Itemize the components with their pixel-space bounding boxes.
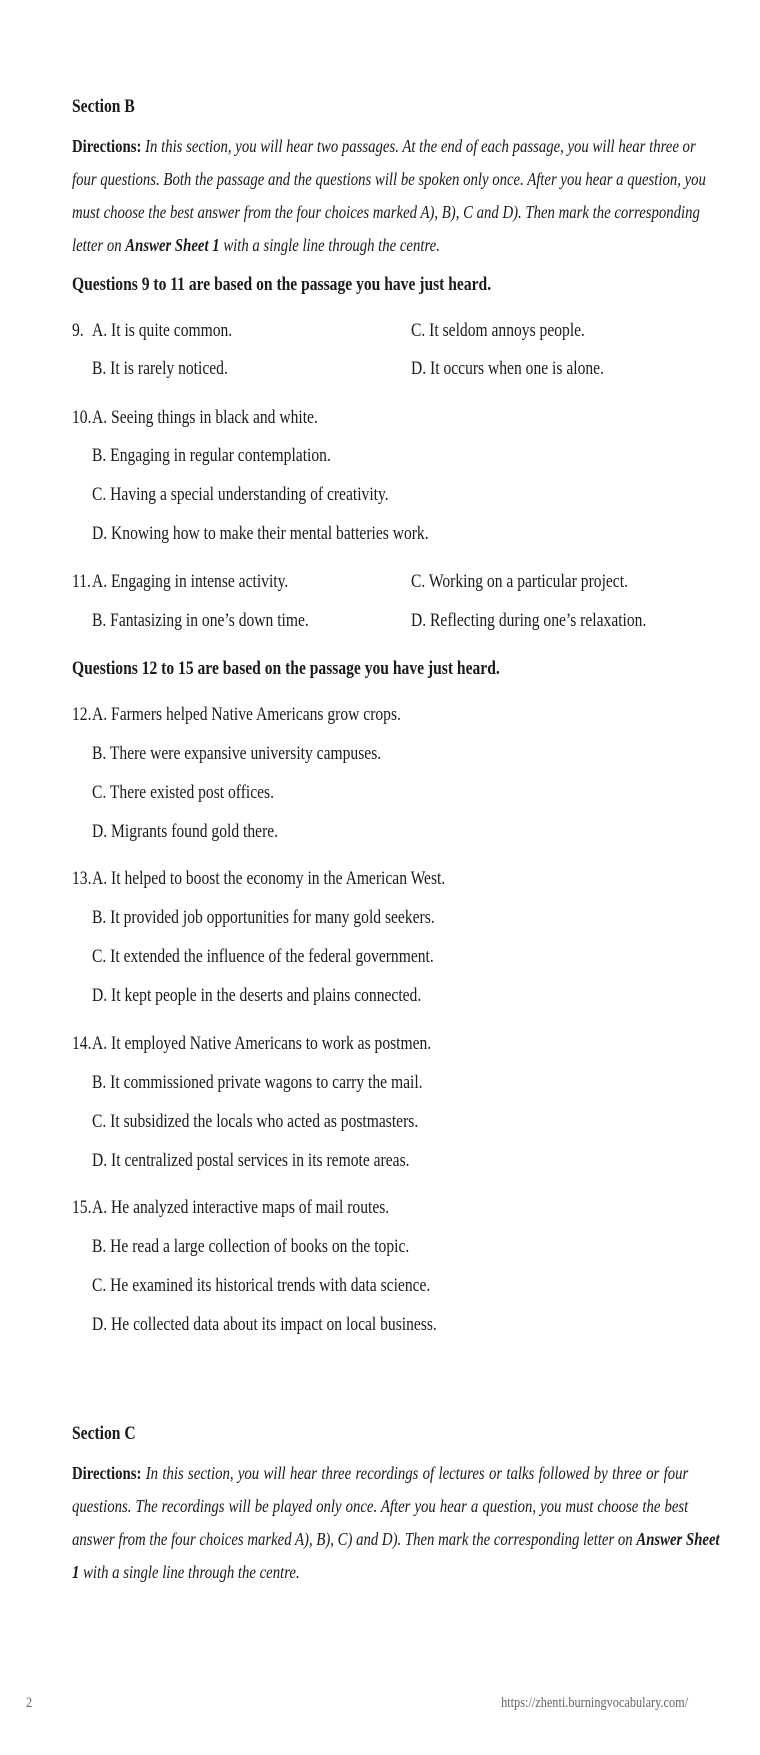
option-d: D. Knowing how to make their mental batteries work.	[92, 523, 429, 544]
question-number: 9.	[72, 320, 84, 341]
answer-sheet-reference: Answer Sheet	[636, 1529, 720, 1549]
question-number: 15.	[72, 1197, 92, 1218]
option-d: D. It kept people in the deserts and plains connected.	[92, 985, 422, 1006]
option-c: C. It subsidized the locals who acted as postmasters.	[92, 1111, 419, 1132]
option-c: C. Working on a particular project.	[411, 571, 628, 592]
option-b: B. He read a large collection of books on the topic.	[92, 1236, 410, 1257]
option-a: A. Engaging in intense activity.	[92, 571, 289, 592]
question-number: 10.	[72, 407, 92, 428]
section-c-title: Section C	[72, 1423, 136, 1444]
option-b: B. Fantasizing in one’s down time.	[92, 610, 309, 631]
option-d: D. He collected data about its impact on local business.	[92, 1314, 437, 1335]
option-b: B. It is rarely noticed.	[92, 358, 228, 379]
option-c: C. There existed post offices.	[92, 782, 275, 803]
option-d: D. Migrants found gold there.	[92, 821, 279, 842]
option-c: C. It seldom annoys people.	[411, 320, 585, 341]
question-number: 11.	[72, 571, 91, 592]
section-c-directions: Directions: In this section, you will hear three recordings of lectures or talks followed by three or four questions. The recordings will be played only once. After you hear a question, you must choose the best answer from the four choices marked A), B), C) and D). Then mark the corresponding letter on Answer Sheet 1 with a single line through the centre.	[72, 1463, 720, 1582]
group1-header: Questions 9 to 11 are based on the passage you have just heard.	[72, 274, 492, 295]
option-b: B. There were expansive university campuses.	[92, 743, 382, 764]
section-b-directions: Directions: In this section, you will hear two passages. At the end of each passage, you will hear three or four questions. Both the passage and the questions will be spoken only once. After you hear a question, you must choose the best answer from the four choices marked A), B), C and D). Then mark the corresponding letter on Answer Sheet 1 with a single line through the centre.	[72, 136, 706, 255]
option-d: D. Reflecting during one’s relaxation.	[411, 610, 647, 631]
page-number: 2	[26, 1695, 33, 1711]
option-b: B. It commissioned private wagons to carry the mail.	[92, 1072, 423, 1093]
option-d: D. It centralized postal services in its remote areas.	[92, 1150, 410, 1171]
option-a: A. It is quite common.	[92, 320, 233, 341]
option-a: A. Seeing things in black and white.	[92, 407, 318, 428]
group2-header: Questions 12 to 15 are based on the passage you have just heard.	[72, 658, 500, 679]
option-b: B. It provided job opportunities for many gold seekers.	[92, 907, 435, 928]
option-c: C. He examined its historical trends with data science.	[92, 1275, 431, 1296]
option-c: C. It extended the influence of the federal government.	[92, 946, 434, 967]
option-d: D. It occurs when one is alone.	[411, 358, 604, 379]
option-a: A. He analyzed interactive maps of mail routes.	[92, 1197, 390, 1218]
section-b-title: Section B	[72, 96, 135, 117]
option-c: C. Having a special understanding of creativity.	[92, 484, 389, 505]
directions-label: Directions:	[72, 136, 142, 156]
option-a: A. It helped to boost the economy in the American West.	[92, 868, 446, 889]
question-number: 12.	[72, 704, 92, 725]
question-number: 13.	[72, 868, 92, 889]
directions-label: Directions:	[72, 1463, 142, 1483]
question-number: 14.	[72, 1033, 92, 1054]
footer-url: https://zhenti.burningvocabulary.com/	[500, 1695, 688, 1711]
option-b: B. Engaging in regular contemplation.	[92, 445, 331, 466]
option-a: A. It employed Native Americans to work as postmen.	[92, 1033, 432, 1054]
option-a: A. Farmers helped Native Americans grow crops.	[92, 704, 401, 725]
answer-sheet-reference: Answer Sheet 1	[125, 235, 220, 255]
